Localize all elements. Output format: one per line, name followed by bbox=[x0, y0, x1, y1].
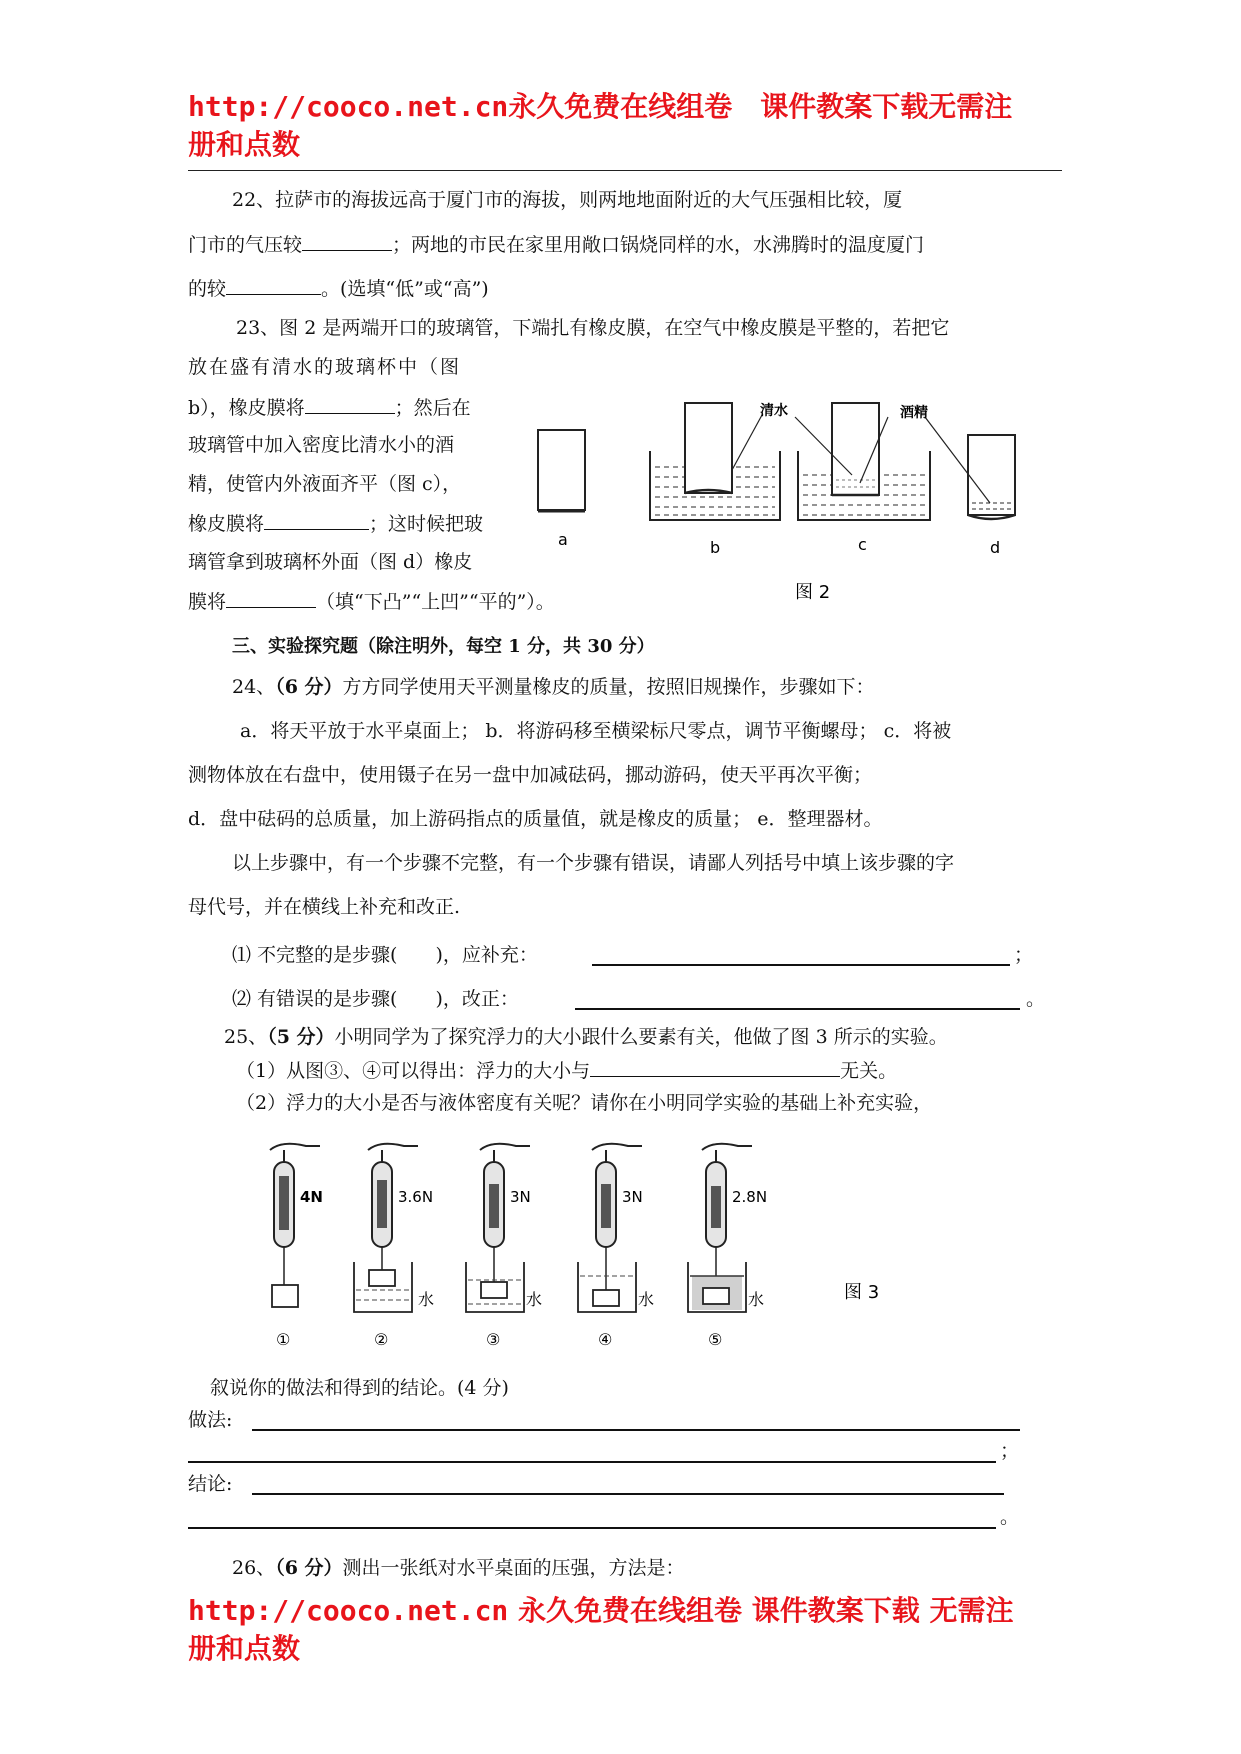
number-2: ② bbox=[374, 1330, 389, 1349]
q24-line5: 以上步骤中，有一个步骤不完整，有一个步骤有错误，请鄙人列括号中填上该步骤的字 bbox=[232, 852, 955, 874]
footer-slogan-line2: 册和点数 bbox=[188, 1632, 301, 1665]
q25-blank1 bbox=[590, 1056, 840, 1077]
section3-title: 三、实验探究题（除注明外，每空 1 分，共 30 分） bbox=[232, 636, 655, 657]
q25-conclusion-line2 bbox=[188, 1527, 996, 1529]
q25-line4: 叙说你的做法和得到的结论。(4 分) bbox=[210, 1377, 509, 1399]
q25-method-label: 做法: bbox=[188, 1409, 233, 1431]
q25-method-end: ； bbox=[1000, 1440, 1020, 1462]
q22-blank1 bbox=[302, 230, 392, 251]
q22-blank2 bbox=[226, 274, 321, 295]
q23-blank2 bbox=[264, 509, 369, 530]
number-4: ④ bbox=[598, 1330, 613, 1349]
figure-3-caption: 图 3 bbox=[844, 1282, 880, 1303]
q24-line4: d．盘中砝码的总质量，加上游码指点的质量值，就是橡皮的质量； e．整理器材。 bbox=[188, 808, 883, 830]
q23-line2: 放在盛有清水的玻璃杯中（图 bbox=[188, 356, 462, 378]
label-water: 清水 bbox=[760, 403, 788, 419]
label-c: c bbox=[858, 535, 867, 554]
water-2: 水 bbox=[418, 1290, 435, 1309]
q25-line2: （1）从图③、④可以得出：浮力的大小与 无关。 bbox=[236, 1056, 897, 1085]
q24-line2: a．将天平放于水平桌面上； b．将游码移至横梁标尺零点，调节平衡螺母； c．将被 bbox=[240, 720, 952, 742]
q23-line3: b），橡皮膜将 ；然后在 bbox=[188, 393, 471, 422]
q22-line3: 的较 。(选填“低”或“高”) bbox=[188, 274, 489, 303]
q25-conclusion-label: 结论: bbox=[188, 1473, 233, 1495]
figure-2-caption: 图 2 bbox=[795, 582, 831, 603]
header-divider bbox=[188, 170, 1062, 171]
q24-sub2-end: 。 bbox=[1026, 988, 1046, 1010]
header-banner bbox=[188, 88, 1012, 164]
water-3: 水 bbox=[526, 1290, 543, 1309]
footer-url[interactable]: http://cooco.net.cn bbox=[188, 1594, 509, 1627]
q24-line6: 母代号，并在横线上补充和改正. bbox=[188, 896, 461, 918]
reading-5: 2.8N bbox=[732, 1188, 768, 1206]
q24-sub1: ⑴ 不完整的是步骤( )，应补充： bbox=[232, 944, 538, 966]
number-3: ③ bbox=[486, 1330, 501, 1349]
q23-line8: 膜将 （填“下凸”“上凹”“平的”）。 bbox=[188, 587, 555, 616]
figure-2 bbox=[530, 395, 1040, 610]
header-slogan-line2: 册和点数 bbox=[188, 128, 301, 161]
q25-line1: 25、（5 分）小明同学为了探究浮力的大小跟什么要素有关，他做了图 3 所示的实验。 bbox=[224, 1026, 948, 1048]
q22-line1: 22、拉萨市的海拔远高于厦门市的海拔，则两地地面附近的大气压强相比较，厦 bbox=[232, 189, 903, 211]
q25-conclusion-line1 bbox=[252, 1493, 1004, 1495]
reading-1: 4N bbox=[300, 1188, 323, 1206]
footer-banner bbox=[188, 1592, 1014, 1668]
number-1: ① bbox=[276, 1330, 291, 1349]
q25-method-line2 bbox=[188, 1461, 996, 1463]
figure-3-drawing bbox=[240, 1140, 920, 1355]
q25-line3: （2）浮力的大小是否与液体密度有关呢？请你在小明同学实验的基础上补充实验， bbox=[236, 1092, 933, 1114]
q24-line3: 测物体放在右盘中，使用镊子在另一盘中加减砝码，挪动游码，使天平再次平衡； bbox=[188, 764, 873, 786]
q23-line5: 精，使管内外液面齐平（图 c）， bbox=[188, 473, 462, 495]
water-5: 水 bbox=[748, 1290, 765, 1309]
q23-blank3 bbox=[226, 587, 316, 608]
footer-slogan: 永久免费在线组卷 课件教案下载 无需注 bbox=[508, 1594, 1014, 1627]
q23-line6: 橡皮膜将 ；这时候把玻 bbox=[188, 509, 483, 538]
label-a: a bbox=[558, 530, 568, 549]
q23-blank1 bbox=[305, 393, 395, 414]
q23-line7: 璃管拿到玻璃杯外面（图 d）橡皮 bbox=[188, 551, 473, 573]
q23-line4: 玻璃管中加入密度比清水小的酒 bbox=[188, 434, 455, 456]
reading-3: 3N bbox=[510, 1188, 531, 1206]
q24-sub1-end: ； bbox=[1014, 944, 1034, 966]
water-4: 水 bbox=[638, 1290, 655, 1309]
reading-2: 3.6N bbox=[398, 1188, 434, 1206]
q25-conclusion-end: 。 bbox=[1000, 1506, 1020, 1528]
q24-blank1 bbox=[592, 964, 1010, 966]
number-5: ⑤ bbox=[708, 1330, 723, 1349]
q25-method-line1 bbox=[252, 1429, 1020, 1431]
q23-line1: 23、图 2 是两端开口的玻璃管，下端扎有橡皮膜，在空气中橡皮膜是平整的，若把它 bbox=[236, 317, 950, 339]
header-url[interactable]: http://cooco.net.cn bbox=[188, 90, 509, 123]
reading-4: 3N bbox=[622, 1188, 643, 1206]
label-alcohol: 酒精 bbox=[900, 405, 928, 421]
q24-line1: 24、（6 分）方方同学使用天平测量橡皮的质量，按照旧规操作，步骤如下： bbox=[232, 676, 875, 698]
q24-blank2 bbox=[575, 1008, 1020, 1010]
label-d: d bbox=[990, 538, 1001, 557]
q26-line1: 26、（6 分）测出一张纸对水平桌面的压强，方法是： bbox=[232, 1557, 685, 1579]
header-slogan: 永久免费在线组卷 课件教案下载无需注 bbox=[508, 90, 1013, 123]
q22-line2: 门市的气压较 ；两地的市民在家里用敞口锅烧同样的水，水沸腾时的温度厦门 bbox=[188, 230, 924, 259]
label-b: b bbox=[710, 538, 721, 557]
q24-sub2: ⑵ 有错误的是步骤( )，改正： bbox=[232, 988, 519, 1010]
